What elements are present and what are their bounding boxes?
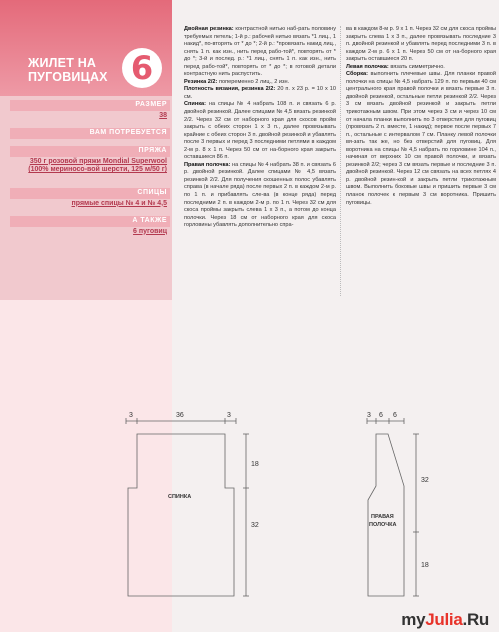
needles-value: прямые спицы № 4 и № 4,5 <box>71 199 167 207</box>
paragraph-heading: Левая полочка: <box>346 63 389 70</box>
front-dim-left: 3 <box>367 412 371 419</box>
paragraph-text: выполнить плечевые швы. Для планки правой полочки на спицы № 4,5 набрать 129 п. по первым 40 см центрального края правой полочки и вязать первые 3 п. двойной резинкой, остальные петли резинкой 2/2. Через 3 см вязать двойной резинкой и закрыть петли трикотажным швом. При этом через 3 см и через 10 см от начала планки выполнить по 3 отверстия для пуговиц (провязать 2 п. вместе, 1 накид); первое после первых 7 п., остальные с интервалом 7 см. Планку левой полочки вя-зать так же, но без отверстий для пуговиц. Для воротника на спицы № 4,5 набрать по горловине 104 п., начиная от верхних 10 см правой полочки, и вязать резинкой 2/2; через 3 см вязать первые и последние 3 п. двойной резинкой. Через 12 см связать на всех петлях 4 р. двойной резин-кой и закрыть петли трикотажным швом. Выполнить боковые швы и пришить первые 3 см планок полочек к первым 3 см воротника. Пришить пуговицы. <box>346 71 496 206</box>
watermark-brand: Julia <box>425 610 463 629</box>
back-label: СПИНКА <box>168 494 192 500</box>
yarn-value: 350 г розовой пряжи Mondial Superwool (100% мериносо-вой шерсти, 125 м/50 г) <box>28 157 167 173</box>
site-watermark <box>401 610 489 630</box>
paragraph-heading: Плотность вязания, резинка 2/2: <box>184 86 276 93</box>
paragraph-heading: Правая полочка: <box>184 161 231 168</box>
paragraph-text: контрастной нитью наб-рать половину требуемых петель; 1-й р.: рабочей нитью вязать *1 лиц., 1 накид*, по-вторять от * до *; 2-й р.: *провязать накид лиц., снять 1 п. как изн., нить перед рабо-той*, повторять от * до *; 3-й и послед. р.: *1 лиц., снять 1 п. как изн., нить перед рабо-той*, повторять от * до *; в готовой детали контрастную нить распустить. <box>184 26 336 78</box>
back-dim-center: 36 <box>176 412 184 419</box>
watermark-prefix: my <box>401 610 426 629</box>
front-dim-center: 6 <box>379 412 383 419</box>
watermark-suffix: .Ru <box>462 610 489 629</box>
pattern-number: 6 <box>122 48 162 88</box>
needles-heading: СПИЦЫ <box>10 188 170 199</box>
paragraph-text: попеременно 2 лиц., 2 изн. <box>218 78 290 85</box>
front-dim-upper: 32 <box>421 477 429 484</box>
paragraph-text: на спицы № 4 набрать 108 п. и связать 6 р. двойной резинкой. Далее спицами № 4,5 вязать резинкой 2/2. Через 32 см от наборного края для скосов пройм закрыть с обеих сторон 1 x 3 п., далее провязывать крайние с обеих сторон 3 п. двойной резинкой и убавлять после 3 первых и перед 3 последними петлями в каждом 2-м р. 8 x 1 п. Через 50 см от на-борного края закрыть оставшиеся 86 п. <box>184 101 336 161</box>
paragraph-heading: Резинка 2/2: <box>184 78 218 85</box>
front-label-line-2: ПОЛОЧКА <box>369 522 397 528</box>
need-heading: ВАМ ПОТРЕБУЕТСЯ <box>10 128 170 139</box>
paragraph-heading: Спинка: <box>184 101 207 108</box>
paragraph-text: ва в каждом 8-м р. 9 x 1 п. Через 32 см для скоса проймы закрыть слева 1 x 3 п., далее провязывать последние 3 п. двойной резинкой и убавлять перед последними 3 п. в каждом 2-м р. 6 x 1 п. Через 50 см от на-борного края закрыть оставшиеся 20 п. <box>346 26 496 63</box>
paragraph-text: 20 п. x 23 р. = 10 x 10 см. <box>184 86 336 100</box>
back-piece <box>126 418 249 596</box>
paragraph-heading: Сборка: <box>346 71 369 78</box>
back-dim-left: 3 <box>129 412 133 419</box>
front-dim-right: 6 <box>393 412 397 419</box>
yarn-heading: ПРЯЖА <box>10 146 170 157</box>
front-dim-lower: 18 <box>421 562 429 569</box>
paragraph-text: на спицы № 4 набрать 38 п. и связать 6 р. двойной резинкой. Далее спицами № 4,5 вязать резинкой 2/2. Для получения скошенных полос убавлять справа (в начале ряда) после первых 2 п. в каждом 2-м р. по 1 п. и прибавлять сле-ва (в конце ряда) перед последними 2 п. в каждом 2-м р. по 1 п. Через 32 см для скоса проймы закрыть слева 1 x 3 п., а потом до конца полочки. Через 18 см от наборного края для скоса горловины убавлять дополнительно спра- <box>184 161 336 229</box>
back-dim-lower: 32 <box>251 522 259 529</box>
paragraph-heading: Двойная резинка: <box>184 26 234 32</box>
size-value: 38 <box>159 111 167 119</box>
front-piece <box>367 418 419 596</box>
front-label-line-1: ПРАВАЯ <box>371 514 394 520</box>
title-line-2: ПУГОВИЦАХ <box>28 70 108 84</box>
back-dim-upper: 18 <box>251 461 259 468</box>
title-line-1: ЖИЛЕТ НА <box>28 56 97 70</box>
paragraph-text: вязать симметрично. <box>390 63 445 70</box>
also-heading: А ТАКЖЕ <box>10 216 170 227</box>
size-heading: РАЗМЕР <box>10 100 170 111</box>
also-value: 6 пуговиц <box>133 227 167 235</box>
back-dim-right: 3 <box>227 412 231 419</box>
